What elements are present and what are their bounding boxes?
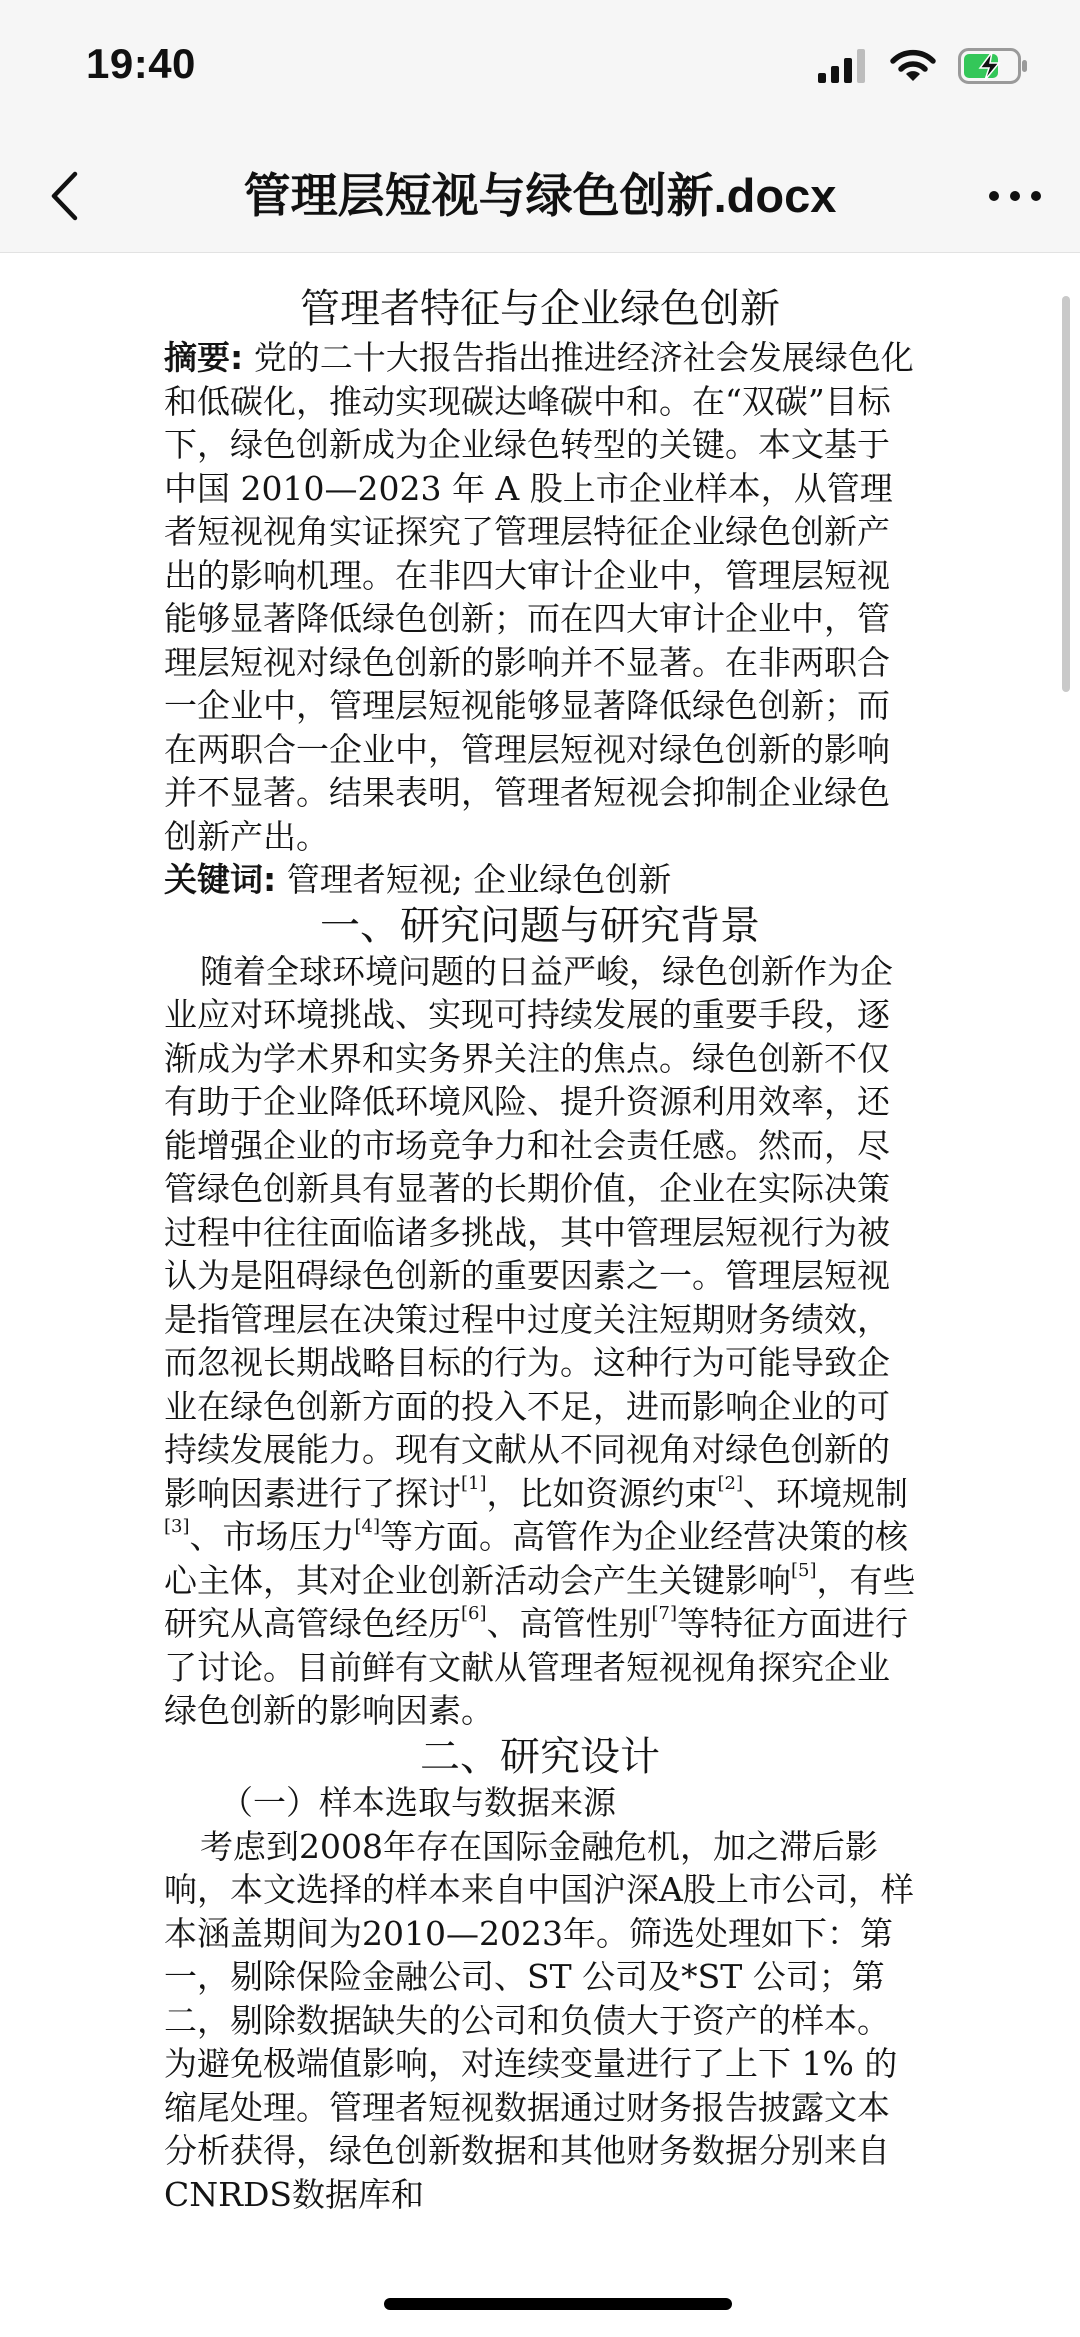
citation-5[interactable]: [5] (791, 1559, 817, 1581)
back-button[interactable] (34, 164, 94, 228)
citation-6[interactable]: [6] (461, 1603, 487, 1624)
section-2-paragraph: 考虑到2008年存在国际金融危机，加之滞后影响，本文选择的样本来自中国沪深A股上市公司，样本涵盖期间为2010—2023年。筛选处理如下：第一，剔除保险金融公司、ST 公司及*ST 公司；第二，剔除数据缺失的公司和负债大于资产的样本。为避免极端值影响，对连续变量进行了上下 1% 的缩尾处理。管理者短视数据通过财务报告披露文本分析获得，绿色创新数据和其他财务数据分别来自CNRDS数据库和 (164, 1826, 914, 2214)
citation-4[interactable]: [4] (354, 1516, 380, 1537)
chevron-left-icon (49, 171, 79, 221)
status-bar (0, 0, 1080, 140)
nav-bar (0, 140, 1080, 253)
home-indicator[interactable] (384, 2298, 732, 2310)
status-time: 19:40 (86, 40, 196, 87)
paper-title: 管理者特征与企业绿色创新 (300, 286, 780, 332)
abstract-label: 摘要: (164, 338, 244, 377)
citation-7[interactable]: [7] (651, 1603, 677, 1624)
more-dots-icon (988, 190, 1042, 202)
citation-1[interactable]: [1] (461, 1472, 487, 1494)
keywords-text: 管理者短视; 企业绿色创新 (286, 860, 672, 899)
section-heading-1: 一、研究问题与研究背景 (320, 902, 760, 949)
battery-charging-icon (958, 48, 1028, 84)
document-body (164, 282, 916, 2216)
status-icons (818, 46, 1028, 86)
abstract-text: 党的二十大报告指出推进经济社会发展绿色化和低碳化，推动实现碳达峰碳中和。在“双碳”目标下，绿色创新成为企业绿色转型的关键。本文基于中国 2010—2023 年 A 股上市企业样本，从管理者短视视角实证探究了管理层特征企业绿色创新产出的影响机理。在非四大审计企业中，管理层短视能够显著降低绿色创新；而在四大审计企业中，管理层短视对绿色创新的影响并不显著。在非两职合一企业中，管理层短视能够显著降低绿色创新；而在两职合一企业中，管理层短视对绿色创新的影响并不显著。结果表明，管理者短视会抑制企业绿色创新产出。 (164, 338, 914, 856)
scroll-indicator[interactable] (1062, 296, 1070, 692)
section-1-paragraph: 随着全球环境问题的日益严峻，绿色创新作为企业应对环境挑战、实现可持续发展的重要手段，逐渐成为学术界和实务界关注的焦点。绿色创新不仅有助于企业降低环境风险、提升资源利用效率，还能增强企业的市场竞争力和社会责任感。然而，尽管绿色创新具有显著的长期价值，企业在实际决策过程中往往面临诸多挑战，其中管理层短视行为被认为是阻碍绿色创新的重要因素之一。管理层短视是指管理层在决策过程中过度关注短期财务绩效，而忽视长期战略目标的行为。这种行为可能导致企业在绿色创新方面的投入不足，进而影响企业的可持续发展能力。现有文献从不同视角对绿色创新的影响因素进行了探讨[1]，比如资源约束[2]、环境规制[3]、市场压力[4]等方面。高管作为企业经营决策的核心主体，其对企业创新活动会产生关键影响[5]，有些研究从高管绿色经历[6]、高管性别[7]等特征方面进行了讨论。目前鲜有文献从管理者短视视角探究企业绿色创新的影响因素。 (164, 951, 916, 1730)
wifi-icon (890, 49, 936, 83)
citation-3[interactable]: [3] (164, 1516, 190, 1537)
subsection-heading-1: （一）样本选取与数据来源 (220, 1782, 616, 1822)
cellular-signal-icon (818, 49, 868, 83)
keywords-label: 关键词: (164, 860, 277, 899)
more-options-button[interactable] (980, 164, 1050, 228)
document-title: 管理层短视与绿色创新.docx (243, 169, 837, 222)
section-heading-2: 二、研究设计 (420, 1733, 660, 1780)
keywords (164, 858, 916, 902)
citation-2[interactable]: [2] (717, 1472, 743, 1494)
abstract (164, 336, 916, 858)
